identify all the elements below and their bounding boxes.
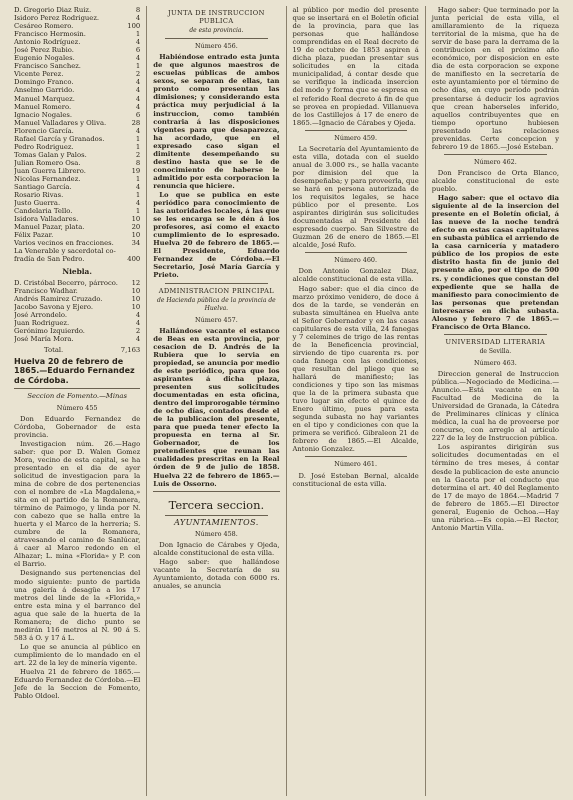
donor-name: Félix Pazar.: [14, 231, 54, 240]
donor-name: Candelaria Tello.: [14, 207, 73, 216]
donor-row: [14, 167, 140, 175]
donor-name: Isidora Valladares.: [14, 215, 79, 224]
donor-amount: 4: [135, 318, 141, 327]
total-value: 7,163: [120, 345, 141, 354]
divider: [305, 130, 407, 131]
donor-name: Francisco Hermosin.: [14, 30, 86, 39]
donor-row: [14, 30, 140, 38]
notice-paragraph: Hago saber: que el dia cinco de marzo próximo venidero, de doce á dos de la tarde, se venderán en subasta simultánea en Huelva ante el Señor Gobernador y en las casas capitulares de esta villa, 24 fanegas y 7 celemines de trigo de las rentas de la Beneficencia provincial, sirviendo de tipo cuarenta rs. por cada fanega con las condiciones, que resultan del pliego que se hallará de manifiesto; las condiciones y tipo son las mismas que la de la primera subasta que tuvo lugar sin efecto el quince de Enero último, pues para esta segunda subasta no hay variantes en el tipo y condiciones con que la primera se verificó. Gibraleon 21 de febrero de 1865.—El Alcalde, Antonio Gonzalez.: [292, 284, 419, 454]
notice-paragraph: Designando sus pertenencias del modo siguiente: punto de partida una galería á desagüe a los 17 metros del linde de la «Florida,» entre esta mina y el barranco del agua que sale de la huerta de la Romanera; de dicho punto se medirán 116 metros al N. 90 á S. 583 á O. y 17 á L.: [14, 569, 141, 642]
donor-name: Julian Romero Osa.: [14, 158, 81, 167]
donor-name: José María Mora.: [14, 334, 74, 343]
notice-paragraph: Lo que se publica en este periódico para conocimiento de las autoridades locales, á las que se les encarga se le dén á los profesores, así como el exacto cumplimiento de lo espresado. Huelva 20 de febrero de 1865.—El Presidente, Eduardo Fernandez de Córdoba.—El Secretario, José María García y Prieto.: [153, 190, 280, 280]
donor-amount: 2: [135, 70, 141, 79]
donor-row: [14, 327, 140, 335]
total-row: [44, 346, 140, 354]
donor-amount: 400: [127, 255, 141, 264]
donor-amount: 4: [135, 310, 141, 319]
divider: [305, 252, 407, 253]
notice-paragraph: Habiéndose entrado esta junta de que algunos maestros de escuelas públicas de ambos sexos, se separan de ellas, tan pronto como presentan las dimisiones; y considerando esta práctica muy perjudicial á la instruccion, como también contraria á las disposiciones vigentes para que desaparezca, ha acordado, que en el expresado caso sigan el dimitente desempeñando su destino hasta que se le de conocimiento de haberse le admitido por esta corporacion la renuncia que hiciere.: [153, 53, 280, 190]
donor-row: [14, 223, 140, 231]
donor-amount: 2: [135, 326, 141, 335]
donor-amount: 28: [131, 118, 141, 127]
donor-row: [14, 319, 140, 327]
notice-paragraph: Hago saber: que el octavo dia siguiente al de la insercion del presente en el Boletín oficial, á las nueve de la noche tendrá efecto en estas casas capitulares en subasta pública el arriendo de la casa carnicería y matadero público de los propios de este distrito hasta fin de junio del presente año, por el tipo de 500 rs. y condiciones que constan del expediente que se halla de manifiesto para conocimiento de las personas que pretendan interesarse en dicha subasta. Alosno y febrero 7 de 1865.—Francisco de Orta Blanco.: [431, 194, 559, 331]
donor-amount: 12: [131, 278, 141, 287]
donor-name: La Venerable y sacerdotal co-: [14, 247, 116, 256]
donor-row: [14, 38, 140, 46]
donor-name: Manuel Pazar, plata.: [14, 223, 85, 232]
donor-row: [14, 119, 140, 127]
notice-paragraph: Hago saber: Que terminado por la junta pericial de esta villa, el amillaramiento de la riqueza territorial de la misma, que ha de servir de base para la derrama de la contribucion en el próximo año económico, por disposicion en este dia de esta corporacion se expone de manifiesto en la secretaría de este ayuntamiento por el término de ocho días, en cuyo período podrán presentarse á deducir los agravios que crean haberseles inferido, aquellos contribuyentes que en tiempo oportuno hubiesen presentado las relaciones prevenidas. Certe concepcion y febrero 19 de 1865.—José Esteban.: [431, 6, 559, 151]
donor-amount: 8: [135, 158, 141, 167]
junta-title: JUNTA DE INSTRUCCION PUBLICA: [168, 9, 265, 26]
donor-row: [14, 207, 140, 215]
donor-name: Manuel Marquez.: [14, 94, 75, 103]
donor-amount: 10: [131, 286, 141, 295]
donor-row: [14, 6, 140, 14]
donor-name: Anselmo Garrido.: [14, 86, 75, 95]
donor-row: [14, 86, 140, 94]
donor-amount: 20: [131, 223, 141, 232]
notice-paragraph: Direccion general de Instruccion pública.—Negociado de Medicina.—Anuncio.—Está vacante en la Facultad de Medicina de la Universidad de Granada, la Cátedra de Preliminares clínicas y clínica médica, la cual ha de proveerse por concurso, con arreglo al artículo 227 de la ley de Instruccion pública.: [431, 369, 559, 443]
notice-number: Número 460.: [334, 256, 377, 265]
donor-row: [14, 295, 140, 303]
donor-name: Eugenio Nogales.: [14, 54, 75, 63]
donor-name: Andrés Ramirez Cruzado.: [14, 294, 103, 303]
divider: [305, 456, 407, 457]
admin-subtitle: de Hacienda pública de la provincia de Huelva.: [157, 296, 276, 312]
column-4: [426, 6, 565, 796]
donor-amount: 1: [135, 142, 141, 151]
notice-paragraph: Los aspirantes dirigirán sus solicitudes documentadas en el término de tres meses, á contar desde la publicacion de este anuncio en la Gaceta por el conducto que determina el art. 40 del Reglamento de 17 de mayo de 1864.—Madrid 7 de febrero de 1865.—El Director general, Eugenio de Ochoa.—Hay una rúbrica.—Es copia.—El Rector, Antonio Martin Villa.: [431, 443, 559, 532]
notice-paragraph: Investigacion núm. 26.—Hago saber: que por D. Walen Gomez Mora, vecino de esta capital, se ha presentado en el dia de ayer solicitud de investigacion para la mina de cobre de dos pertenencias con el nombre de «La Magdalena,» sita en el partido de la Romanera, término de Paimogo, y linda por N. con cabezo que se halla entre la huerta y el Marco de la herreria; S. cumbre de la Romanera, atravesando el camino de Sanlúcar, á caer al Marco redondo en el Alhazar; L. mina «Florida» y P. con el Barrio.: [14, 439, 141, 569]
junta-subtitle: de esta provincia.: [189, 27, 244, 35]
donor-amount: 4: [135, 199, 141, 208]
donor-name: Antonio Rodríguez.: [14, 38, 81, 47]
column-3: [287, 6, 426, 796]
donor-name: Jacobo Savona y Ejero.: [14, 302, 93, 311]
donor-amount: 10: [131, 294, 141, 303]
donor-amount: 4: [135, 14, 141, 23]
notice-paragraph: Don Antonio Gonzalez Diaz, alcalde constitucional de esta villa.: [292, 267, 419, 284]
donor-list: [14, 6, 140, 264]
notice-number: Número 462.: [474, 157, 517, 166]
donor-name: Gerónimo Izquierdo.: [14, 326, 85, 335]
donor-name: Cesáreo Romero.: [14, 22, 74, 31]
notice-paragraph: D. José Esteban Bernal, alcalde constitucional de esta villa.: [292, 471, 419, 488]
divider: [165, 283, 267, 284]
donor-name: Varios vecinos en fracciones.: [14, 239, 114, 248]
donor-name: Florencio García.: [14, 126, 74, 135]
donor-name: Rosario Rivas.: [14, 191, 64, 200]
donor-row: [14, 54, 140, 62]
donor-row: [14, 303, 140, 311]
niebla-heading: Niebla.: [62, 266, 92, 276]
donor-name: Juan Rodriguez.: [14, 318, 70, 327]
donor-amount: 10: [131, 231, 141, 240]
donor-name: D. Cristóbal Becerro, párroco.: [14, 278, 118, 287]
donor-row: [14, 143, 140, 151]
notice-number: Número 457.: [195, 315, 238, 324]
donor-name: Santiago García.: [14, 183, 72, 192]
notice-number: Número 456.: [195, 42, 238, 51]
donor-row: [14, 70, 140, 78]
donor-amount: 1: [135, 207, 141, 216]
donor-row: [14, 103, 140, 111]
donor-row: [14, 62, 140, 70]
donor-amount: 1: [135, 30, 141, 39]
divider: [14, 388, 140, 389]
donor-amount: 1: [135, 134, 141, 143]
donor-row: [14, 199, 140, 207]
donor-row: [14, 239, 140, 247]
donor-name: Tomas Galan y Palos.: [14, 150, 87, 159]
donor-amount: 4: [135, 126, 141, 135]
notice-paragraph: Lo que se anuncia al público en cumplimiento de lo mandado en el art. 22 de la ley de minería vigente.: [14, 642, 141, 667]
donor-name: Ignacio Nogales.: [14, 110, 72, 119]
donor-amount: 6: [135, 46, 141, 55]
section-heading: Tercera seccion.: [168, 497, 265, 512]
donor-name: Vicente Perez.: [14, 70, 64, 79]
donor-amount: 4: [135, 86, 141, 95]
donor-row: [14, 151, 140, 159]
donor-amount: 1: [135, 174, 141, 183]
donor-amount: 34: [131, 239, 141, 248]
donor-name: José Perez Rubio.: [14, 46, 74, 55]
notice-paragraph: Don Ignacio de Cárabes y Ojeda, alcalde constitucional de esta villa.: [153, 540, 280, 557]
donor-amount: 1: [135, 191, 141, 200]
donor-name: Isidoro Perez Rodriguez.: [14, 14, 100, 23]
divider: [444, 334, 547, 335]
donor-name: Rafael García y Granados.: [14, 134, 105, 143]
donor-amount: 4: [135, 183, 141, 192]
section-label: Seccion de Fomento.—Minas: [27, 392, 127, 401]
divider: [444, 154, 547, 155]
divider: [165, 38, 267, 39]
donor-name: Justo Guerra.: [14, 199, 61, 208]
donor-row: [14, 95, 140, 103]
donor-amount: 6: [135, 110, 141, 119]
donor-row: [14, 183, 140, 191]
donor-row: [14, 14, 140, 22]
donor-name: fradía de San Pedro.: [14, 255, 85, 264]
donor-name: José Arrondelo.: [14, 310, 68, 319]
notice-paragraph: Don Eduardo Fernandez de Córdoba, Gobernador de esta provincia.: [14, 414, 141, 439]
donor-row: [14, 231, 140, 239]
donor-row: [14, 111, 140, 119]
donor-row: [14, 335, 140, 343]
notice-paragraph: al público por medio del presente que se insertará en el Boletín oficial de la provincia, para que las personas que hallándose comprendidas en el Real decreto de 19 de octubre de 1853 aspiren á dicha plaza, puedan presentar sus solicitudes en la citada municipalidad, á contar desde que se verifique la indicada insercion del modo y forma que se espresa en el referido Real decreto á fin de que se provea en propiedad. Villanueva de los Castillejos á 17 de enero de 1865.—Ignacio de Cárabes y Ojeda.: [292, 6, 419, 127]
donor-name: Domingo Franco.: [14, 78, 74, 87]
column-2: [147, 6, 286, 796]
donor-name: Nicolas Fernandez.: [14, 174, 81, 183]
donor-row: [14, 311, 140, 319]
donor-amount: 10: [131, 302, 141, 311]
donor-row: [14, 127, 140, 135]
donor-name: Pedro Rodriguez.: [14, 142, 74, 151]
donor-amount: 8: [135, 6, 141, 14]
donor-row: [14, 22, 140, 30]
donor-amount: 19: [131, 166, 141, 175]
donor-row: [14, 287, 140, 295]
donor-amount: 1: [135, 62, 141, 71]
university-subtitle: de Sevilla.: [479, 347, 512, 355]
notice-paragraph: Don Francisco de Orta Blanco, alcalde constitucional de este pueblo.: [431, 168, 559, 193]
university-title: UNIVERSIDAD LITERARIA: [445, 337, 546, 346]
donor-amount: 4: [135, 334, 141, 343]
notice-paragraph: Huelva 21 de febrero de 1865.—Eduardo Fernandez de Córdoba.—El Jefe de la Seccion de Fomento, Pablo Oldoel.: [14, 668, 141, 701]
donor-name: Francisco Wadhar.: [14, 286, 78, 295]
donor-amount: 4: [135, 78, 141, 87]
column-1: [8, 6, 147, 796]
donor-row: [14, 247, 140, 255]
donor-name: Juan Guerra Librero.: [14, 166, 86, 175]
donor-row: [14, 135, 140, 143]
donor-row: [14, 46, 140, 54]
donor-name: Manuel Valladares y Oliva.: [14, 118, 107, 127]
donor-amount: 4: [135, 38, 141, 47]
donor-row: [14, 78, 140, 86]
donor-row: [14, 215, 140, 223]
donor-row: [14, 255, 140, 263]
donor-amount: 100: [127, 22, 141, 31]
donor-row: [14, 279, 140, 287]
divider: [165, 515, 267, 516]
divider: [153, 491, 279, 492]
donor-row: [14, 191, 140, 199]
ayuntamientos-heading: AYUNTAMIENTOS.: [174, 517, 259, 527]
donor-row: [14, 175, 140, 183]
notice-paragraph: La Secretaría del Ayuntamiento de esta villa, dotada con el sueldo anual de 3.000 rs., se halla vacante por dimision del que la desempeñaba; y para proveerla, que se hará en persona autorizada de los requisitos legales, se hace público por el presente. Los aspirantes dirigirán sus solicitudes documentadas al Presidente del espresado cuerpo. San Silvestre de Guzman 26 de enero de 1865.—El alcalde, José Rufo.: [292, 144, 419, 250]
notice-paragraph: Hallándose vacante el estanco de Beas en esta provincia, por cesacion de D. Andrés de la Rubiera que lo servia en propiedad, se anuncia por medio de este periódico, para que los aspirantes á dicha plaza, presenten sus solicitudes documentadas en esta oficina, dentro del improrogable término de ocho días, contados desde el de la publicacion del presente, para que pueda tener efecto la propuesta en terna al Sr. Gobernador, de los pretendientes que reunan las cualidades prescritas en la Real órden de 9 de julio de 1858. Huelva 22 de febrero de 1865.—Luis de Ossorno.: [153, 326, 280, 488]
donor-amount: 4: [135, 94, 141, 103]
donor-amount: 4: [135, 54, 141, 63]
donor-amount: 2: [135, 150, 141, 159]
notice-number: Número 461.: [334, 460, 377, 469]
donor-name: Manuel Romero.: [14, 102, 72, 111]
donor-name: D. Gregorio Diaz Ruiz.: [14, 6, 92, 14]
notice-number: Número 455: [56, 403, 98, 412]
notice-number: Número 463.: [474, 358, 517, 367]
date-signature: Huelva 20 de febrero de 1865.—Eduardo Fernandez de Córdoba.: [14, 356, 135, 385]
donor-row: [14, 159, 140, 167]
niebla-donor-list: [14, 279, 140, 343]
donor-amount: 4: [135, 102, 141, 111]
notice-number: Número 459.: [334, 133, 377, 142]
donor-name: Francisco Sanchez.: [14, 62, 81, 71]
total-label: Total.: [44, 345, 64, 354]
donor-amount: 10: [131, 215, 141, 224]
admin-title: ADMINISTRACION PRINCIPAL: [158, 286, 275, 295]
notice-paragraph: Hago saber: que hallándose vacante la Secretaría de su Ayuntamiento, dotada con 6000 rs. anuales, se anuncia: [153, 557, 280, 590]
notice-number: Número 458.: [195, 529, 238, 538]
